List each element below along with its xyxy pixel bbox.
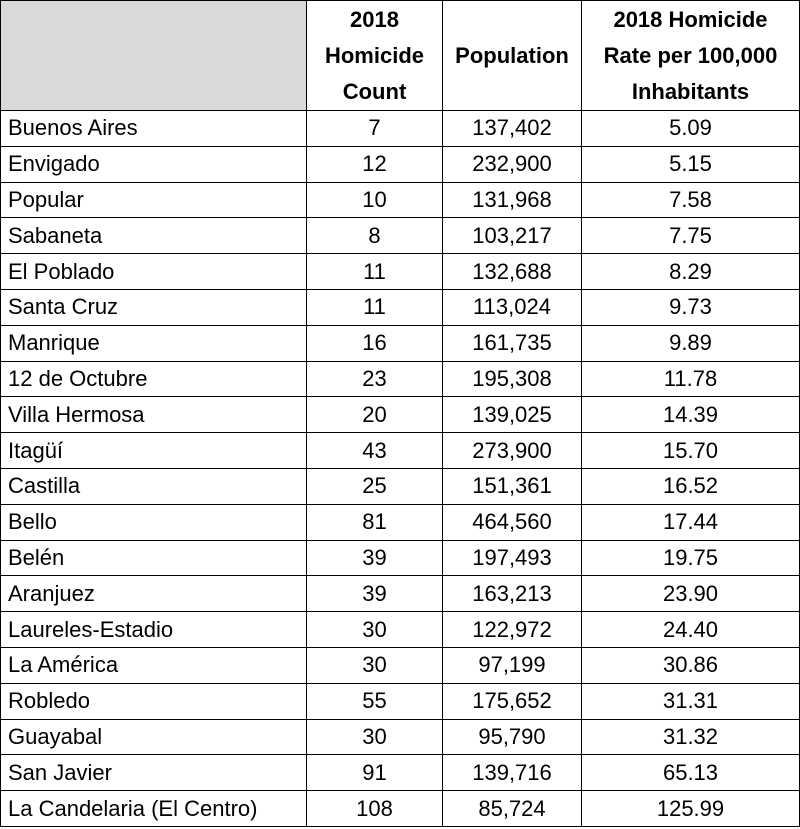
row-population-cell: 113,024 — [443, 289, 582, 325]
table-row — [1, 504, 800, 540]
header-count-line-1: 2018 — [350, 6, 399, 32]
table-row — [1, 647, 800, 683]
row-population-cell: 131,968 — [443, 182, 582, 218]
table-row — [1, 397, 800, 433]
row-population-cell: 103,217 — [443, 218, 582, 254]
row-rate-cell: 5.09 — [582, 111, 800, 147]
row-rate-cell: 30.86 — [582, 647, 800, 683]
row-name-cell: Envigado — [1, 146, 307, 182]
row-population-cell: 273,900 — [443, 433, 582, 469]
row-name-cell: La Candelaria (El Centro) — [1, 791, 307, 827]
row-count-cell: 20 — [307, 397, 443, 433]
table-row — [1, 791, 800, 827]
row-count-cell: 16 — [307, 325, 443, 361]
row-name-cell: El Poblado — [1, 254, 307, 290]
row-population-cell: 139,716 — [443, 755, 582, 791]
row-rate-cell: 16.52 — [582, 468, 800, 504]
row-count-cell: 30 — [307, 647, 443, 683]
row-rate-cell: 19.75 — [582, 540, 800, 576]
header-population: Population — [443, 1, 582, 111]
table-row — [1, 433, 800, 469]
header-row — [1, 1, 800, 111]
row-population-cell: 132,688 — [443, 254, 582, 290]
row-rate-cell: 11.78 — [582, 361, 800, 397]
row-count-cell: 11 — [307, 254, 443, 290]
row-count-cell: 25 — [307, 468, 443, 504]
row-count-cell: 81 — [307, 504, 443, 540]
row-population-cell: 85,724 — [443, 791, 582, 827]
row-name-cell: Manrique — [1, 325, 307, 361]
row-rate-cell: 23.90 — [582, 576, 800, 612]
row-rate-cell: 9.73 — [582, 289, 800, 325]
row-count-cell: 108 — [307, 791, 443, 827]
row-rate-cell: 14.39 — [582, 397, 800, 433]
table-header — [1, 1, 800, 111]
row-population-cell: 151,361 — [443, 468, 582, 504]
row-rate-cell: 9.89 — [582, 325, 800, 361]
row-name-cell: Santa Cruz — [1, 289, 307, 325]
row-rate-cell: 7.58 — [582, 182, 800, 218]
table-row — [1, 254, 800, 290]
row-name-cell: La América — [1, 647, 307, 683]
row-rate-cell: 15.70 — [582, 433, 800, 469]
row-name-cell: Guayabal — [1, 719, 307, 755]
header-rate-line-3: Inhabitants — [631, 78, 750, 104]
row-population-cell: 197,493 — [443, 540, 582, 576]
table-row — [1, 683, 800, 719]
row-population-cell: 95,790 — [443, 719, 582, 755]
row-rate-cell: 7.75 — [582, 218, 800, 254]
row-count-cell: 7 — [307, 111, 443, 147]
header-homicide-rate — [582, 1, 800, 111]
row-name-cell: Villa Hermosa — [1, 397, 307, 433]
row-count-cell: 39 — [307, 576, 443, 612]
table-row — [1, 111, 800, 147]
row-name-cell: Robledo — [1, 683, 307, 719]
row-rate-cell: 24.40 — [582, 612, 800, 648]
table-row — [1, 468, 800, 504]
table-row — [1, 361, 800, 397]
row-name-cell: Castilla — [1, 468, 307, 504]
header-rate-line-1: 2018 Homicide — [613, 6, 768, 32]
row-count-cell: 55 — [307, 683, 443, 719]
row-count-cell: 30 — [307, 719, 443, 755]
table-row — [1, 182, 800, 218]
table-row — [1, 540, 800, 576]
row-population-cell: 122,972 — [443, 612, 582, 648]
row-name-cell: Bello — [1, 504, 307, 540]
row-rate-cell: 31.32 — [582, 719, 800, 755]
header-homicide-count — [307, 1, 443, 111]
row-rate-cell: 31.31 — [582, 683, 800, 719]
table-row — [1, 325, 800, 361]
row-name-cell: Aranjuez — [1, 576, 307, 612]
header-corner-cell — [1, 1, 307, 111]
row-population-cell: 137,402 — [443, 111, 582, 147]
row-population-cell: 464,560 — [443, 504, 582, 540]
row-population-cell: 163,213 — [443, 576, 582, 612]
table-body — [1, 111, 800, 827]
row-name-cell: Laureles-Estadio — [1, 612, 307, 648]
table-row — [1, 218, 800, 254]
row-population-cell: 195,308 — [443, 361, 582, 397]
row-count-cell: 8 — [307, 218, 443, 254]
row-name-cell: Popular — [1, 182, 307, 218]
header-count-line-2: Homicide — [324, 42, 425, 68]
row-count-cell: 30 — [307, 612, 443, 648]
row-rate-cell: 5.15 — [582, 146, 800, 182]
row-count-cell: 43 — [307, 433, 443, 469]
table-row — [1, 755, 800, 791]
row-count-cell: 39 — [307, 540, 443, 576]
row-count-cell: 91 — [307, 755, 443, 791]
row-rate-cell: 8.29 — [582, 254, 800, 290]
row-name-cell: Belén — [1, 540, 307, 576]
table-row — [1, 146, 800, 182]
row-count-cell: 11 — [307, 289, 443, 325]
row-population-cell: 139,025 — [443, 397, 582, 433]
row-name-cell: Buenos Aires — [1, 111, 307, 147]
row-name-cell: 12 de Octubre — [1, 361, 307, 397]
row-rate-cell: 125.99 — [582, 791, 800, 827]
table-row — [1, 719, 800, 755]
header-count-line-3: Count — [342, 78, 407, 104]
row-count-cell: 23 — [307, 361, 443, 397]
row-rate-cell: 65.13 — [582, 755, 800, 791]
header-rate-line-2: Rate per 100,000 — [603, 42, 778, 68]
table-row — [1, 576, 800, 612]
row-population-cell: 161,735 — [443, 325, 582, 361]
row-population-cell: 232,900 — [443, 146, 582, 182]
row-count-cell: 10 — [307, 182, 443, 218]
row-count-cell: 12 — [307, 146, 443, 182]
row-population-cell: 175,652 — [443, 683, 582, 719]
row-name-cell: Itagüí — [1, 433, 307, 469]
row-rate-cell: 17.44 — [582, 504, 800, 540]
row-population-cell: 97,199 — [443, 647, 582, 683]
table-row — [1, 289, 800, 325]
table-row — [1, 612, 800, 648]
row-name-cell: San Javier — [1, 755, 307, 791]
row-name-cell: Sabaneta — [1, 218, 307, 254]
